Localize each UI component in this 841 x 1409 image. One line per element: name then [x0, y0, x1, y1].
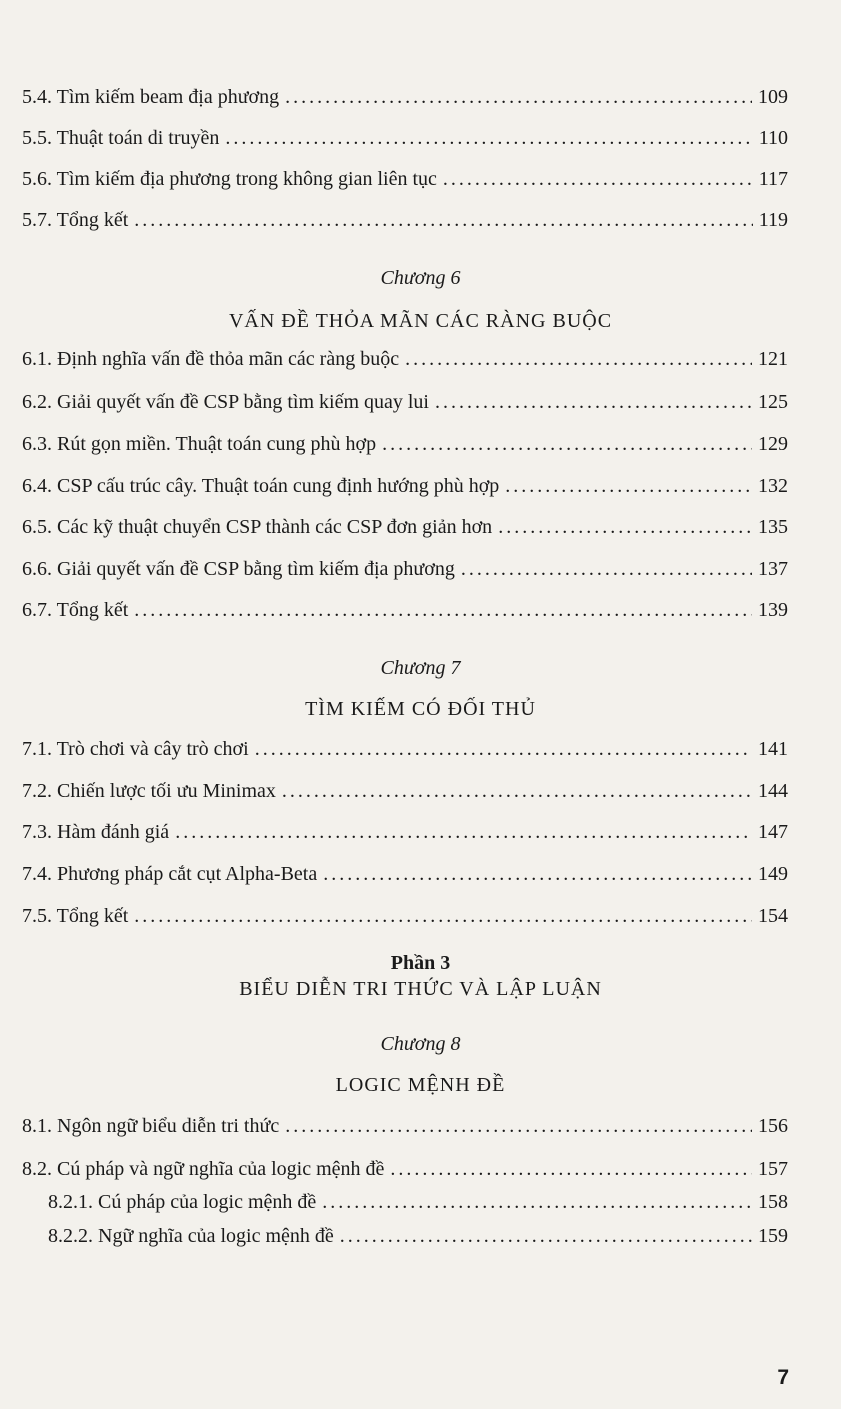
leader-dots	[134, 598, 752, 622]
page-number: 7	[777, 1366, 789, 1389]
leader-dots	[405, 347, 752, 371]
chapter-title: VẤN ĐỀ THỎA MÃN CÁC RÀNG BUỘC	[228, 310, 613, 332]
leader-dots	[498, 515, 752, 539]
toc-entry[interactable]: 5.4. Tìm kiếm beam địa phương . . . 109	[22, 85, 788, 109]
toc-subentry[interactable]: 8.2.1. Cú pháp của logic mệnh đề . . . 158	[48, 1190, 788, 1214]
chapter-label: Chương 6	[380, 267, 461, 289]
chapter-title: TÌM KIẾM CÓ ĐỐI THỦ	[305, 698, 536, 720]
toc-entry[interactable]: 6.3. Rút gọn miền. Thuật toán cung phù hợp . . . 129	[22, 432, 788, 456]
toc-entry[interactable]: 7.5. Tổng kết . . . 154	[22, 904, 788, 928]
toc-entry[interactable]: 6.5. Các kỹ thuật chuyển CSP thành các CSP đơn giản hơn . . . 135	[22, 515, 788, 539]
chapter-title: LOGIC MỆNH ĐỀ	[335, 1074, 506, 1096]
leader-dots	[443, 167, 753, 191]
toc-entry[interactable]: 6.1. Định nghĩa vấn đề thỏa mãn các ràng buộc . . . 121	[22, 347, 788, 371]
leader-dots	[435, 390, 752, 414]
leader-dots	[282, 779, 752, 803]
part-title: BIỂU DIỄN TRI THỨC VÀ LẬP LUẬN	[239, 978, 602, 1000]
toc-entry[interactable]: 6.2. Giải quyết vấn đề CSP bằng tìm kiếm quay lui . . . 125	[22, 390, 788, 414]
toc-entry[interactable]: 6.4. CSP cấu trúc cây. Thuật toán cung định hướng phù hợp . . . 132	[22, 474, 788, 498]
toc-entry[interactable]: 7.2. Chiến lược tối ưu Minimax . . . 144	[22, 779, 788, 803]
toc-entry[interactable]: 5.7. Tổng kết . . . 119	[22, 208, 788, 232]
part-label: Phần 3	[390, 952, 451, 974]
chapter-label: Chương 7	[380, 657, 461, 679]
leader-dots	[382, 432, 752, 456]
leader-dots	[285, 1114, 752, 1138]
leader-dots	[322, 1190, 752, 1214]
toc-entry[interactable]: 5.5. Thuật toán di truyền . . . 110	[22, 126, 788, 150]
toc-entry[interactable]: 6.6. Giải quyết vấn đề CSP bằng tìm kiếm địa phương . . . 137	[22, 557, 788, 581]
toc-entry[interactable]: 6.7. Tổng kết . . . 139	[22, 598, 788, 622]
toc-entry[interactable]: 7.1. Trò chơi và cây trò chơi . . . 141	[22, 737, 788, 761]
leader-dots	[175, 820, 752, 844]
leader-dots	[255, 737, 752, 761]
leader-dots	[225, 126, 752, 150]
toc-entry[interactable]: 8.1. Ngôn ngữ biểu diễn tri thức . . . 156	[22, 1114, 788, 1138]
toc-subentry[interactable]: 8.2.2. Ngữ nghĩa của logic mệnh đề . . . 159	[48, 1224, 788, 1248]
toc-entry[interactable]: 5.6. Tìm kiếm địa phương trong không gian liên tục . . . 117	[22, 167, 788, 191]
chapter-label: Chương 8	[380, 1033, 461, 1055]
leader-dots	[505, 474, 752, 498]
leader-dots	[390, 1157, 752, 1181]
leader-dots	[134, 904, 752, 928]
leader-dots	[134, 208, 752, 232]
leader-dots	[323, 862, 752, 886]
toc-entry[interactable]: 7.3. Hàm đánh giá . . . 147	[22, 820, 788, 844]
leader-dots	[461, 557, 752, 581]
toc-entry[interactable]: 8.2. Cú pháp và ngữ nghĩa của logic mệnh đề . . . 157	[22, 1157, 788, 1181]
leader-dots	[340, 1224, 752, 1248]
leader-dots	[285, 85, 752, 109]
toc-entry[interactable]: 7.4. Phương pháp cắt cụt Alpha-Beta . . . 149	[22, 862, 788, 886]
